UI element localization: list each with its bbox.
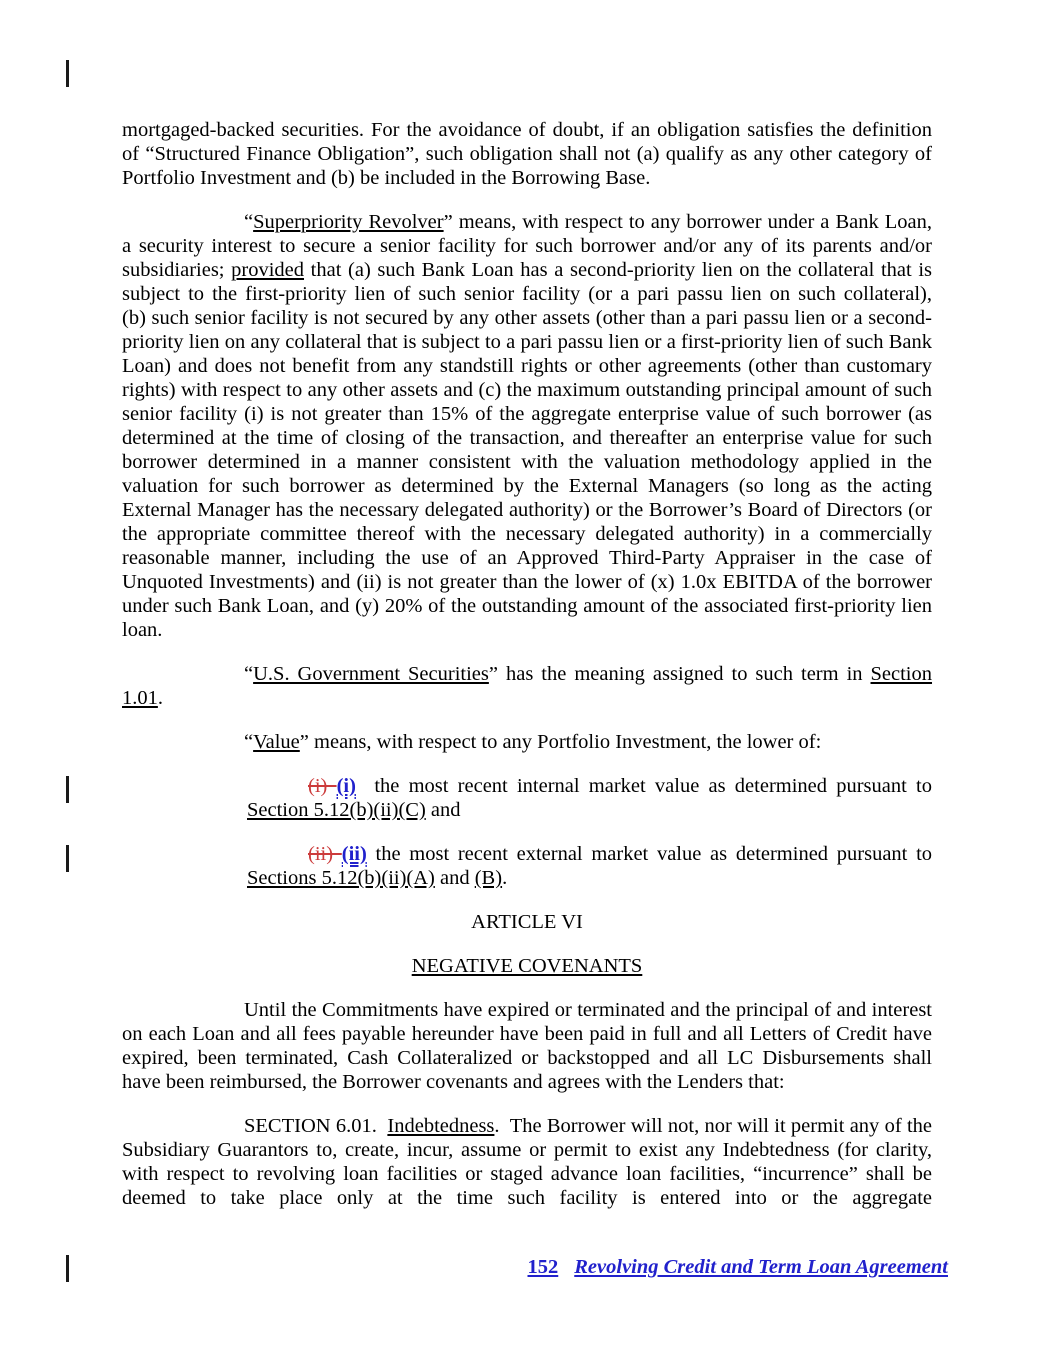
underlined-text: provided [231,259,305,281]
change-bar [66,60,69,87]
structured-finance-obligation-continuation [122,118,932,190]
underlined-text: NEGATIVE COVENANTS [411,955,643,977]
text-run: ” means, with respect to any Portfolio Investment, the lower of: [299,731,822,753]
underlined-text: U.S. Government Securities [253,663,489,685]
underlined-text: Superpriority Revolver [253,211,444,233]
text-run: and [434,867,475,889]
text-run: “ [244,663,254,685]
text-run: ARTICLE VI [471,911,583,933]
underlined-text: (B) [474,867,503,889]
text-run: the most recent external market value as determined pursuant to [366,843,933,865]
text-run: that (a) such Bank Loan has a second-priority lien on the collateral that is subject to the first-priority lien of such senior facility (or a pari passu lien on such collateral), (b) such senior facility is not secured by any other assets (other than a pari passu lien or a second-priority lien on any collateral that is subject to a pari passu lien or a first-priority lien of such Bank Loan) and does not benefit from any standstill rights or other agreements (other than customary rights) with respect to any other assets and (c) the maximum outstanding principal amount of such senior facility (i) is not greater than 15% of the aggregate enterprise value of such borrower (as determined at the time of closing of the transaction, and thereafter an enterprise value for such borrower determined in a manner consistent with the valuation methodology applied in the valuation for such borrower as determined by the External Managers (so long as the acting External Manager has the necessary delegated authority) or the Borrower’s Board of Directors (or the appropriate committee thereof with the necessary delegated authority) in a commercially reasonable manner, including the use of an Approved Third-Party Appraiser in the case of Unquoted Investments) and (ii) is not greater than the lower of (x) 1.0x EBITDA of the borrower under such Bank Loan, and (y) 20% of the outstanding amount of the associated first-priority lien loan. [122,259,932,641]
text-run: mortgaged-backed securities. For the avoidance of doubt, if an obligation satisfies the definition of “Structured Finance Obligation”, such obligation shall not (a) qualify as any other category of Portfolio Investment and (b) be included in the Borrowing Base. [122,119,932,189]
document-title: Revolving Credit and Term Loan Agreement [574,1256,948,1278]
underlined-text: Section 5.12(b)(ii)(C) [247,799,426,821]
article-vi-heading [122,910,932,934]
text-run: SECTION 6.01. [244,1115,388,1137]
superpriority-revolver-definition [122,210,932,642]
underlined-text: Value [253,731,300,753]
text-run: . The Borrower will not, nor will it permit any of the Subsidiary Guarantors to, create, incur, assume or permit to exist any Indebtedness (for clarity, with respect to revolving loan facilities or staged advance loan facilities, “incurrence” shall be deemed to take place only at the time such facility is entered into or the aggregate [122,1115,932,1209]
text-run: . [157,687,163,709]
text-run: Until the Commitments have expired or terminated and the principal of and interest on each Loan and all fees payable hereunder have been paid in full and all Letters of Credit have expired, been terminated, Cash Collateralized or backstopped and all LC Disbursements shall have been reimbursed, the Borrower covenants and agrees with the Lenders that: [122,999,932,1093]
change-bar [66,776,69,803]
negative-covenants-lead-in [122,998,932,1094]
document-body [122,118,932,1210]
underlined-text: Section 1.01 [122,663,933,709]
text-run: “ [244,211,254,233]
text-run: the most recent internal market value as determined pursuant to [355,775,932,797]
negative-covenants-heading [122,954,932,978]
text-run: “ [244,731,254,753]
change-bar [66,845,69,872]
page-number: 152 [527,1256,559,1278]
us-government-securities-definition [122,662,932,710]
underlined-text: Indebtedness [387,1115,495,1137]
text-run: ” means, with respect to any borrower under a Bank Loan, a security interest to secure a senior facility for such borrower and/or any of its parents and/or subsidiaries; [122,211,932,281]
deleted-text: (i) [308,775,337,797]
underlined-text: Sections 5.12(b)(ii)(A) [247,867,435,889]
text-run: ” has the meaning assigned to such term in [488,663,871,685]
section-6-01-indebtedness [122,1114,932,1210]
inserted-text: (i) [336,775,356,797]
inserted-text: (ii) [341,843,367,865]
text-run: and [425,799,461,821]
deleted-text: (ii) [308,843,342,865]
text-run: . [502,867,508,889]
page-footer [0,1254,948,1280]
value-clause-i [247,774,932,822]
value-definition [122,730,932,754]
value-clause-ii [247,842,932,890]
